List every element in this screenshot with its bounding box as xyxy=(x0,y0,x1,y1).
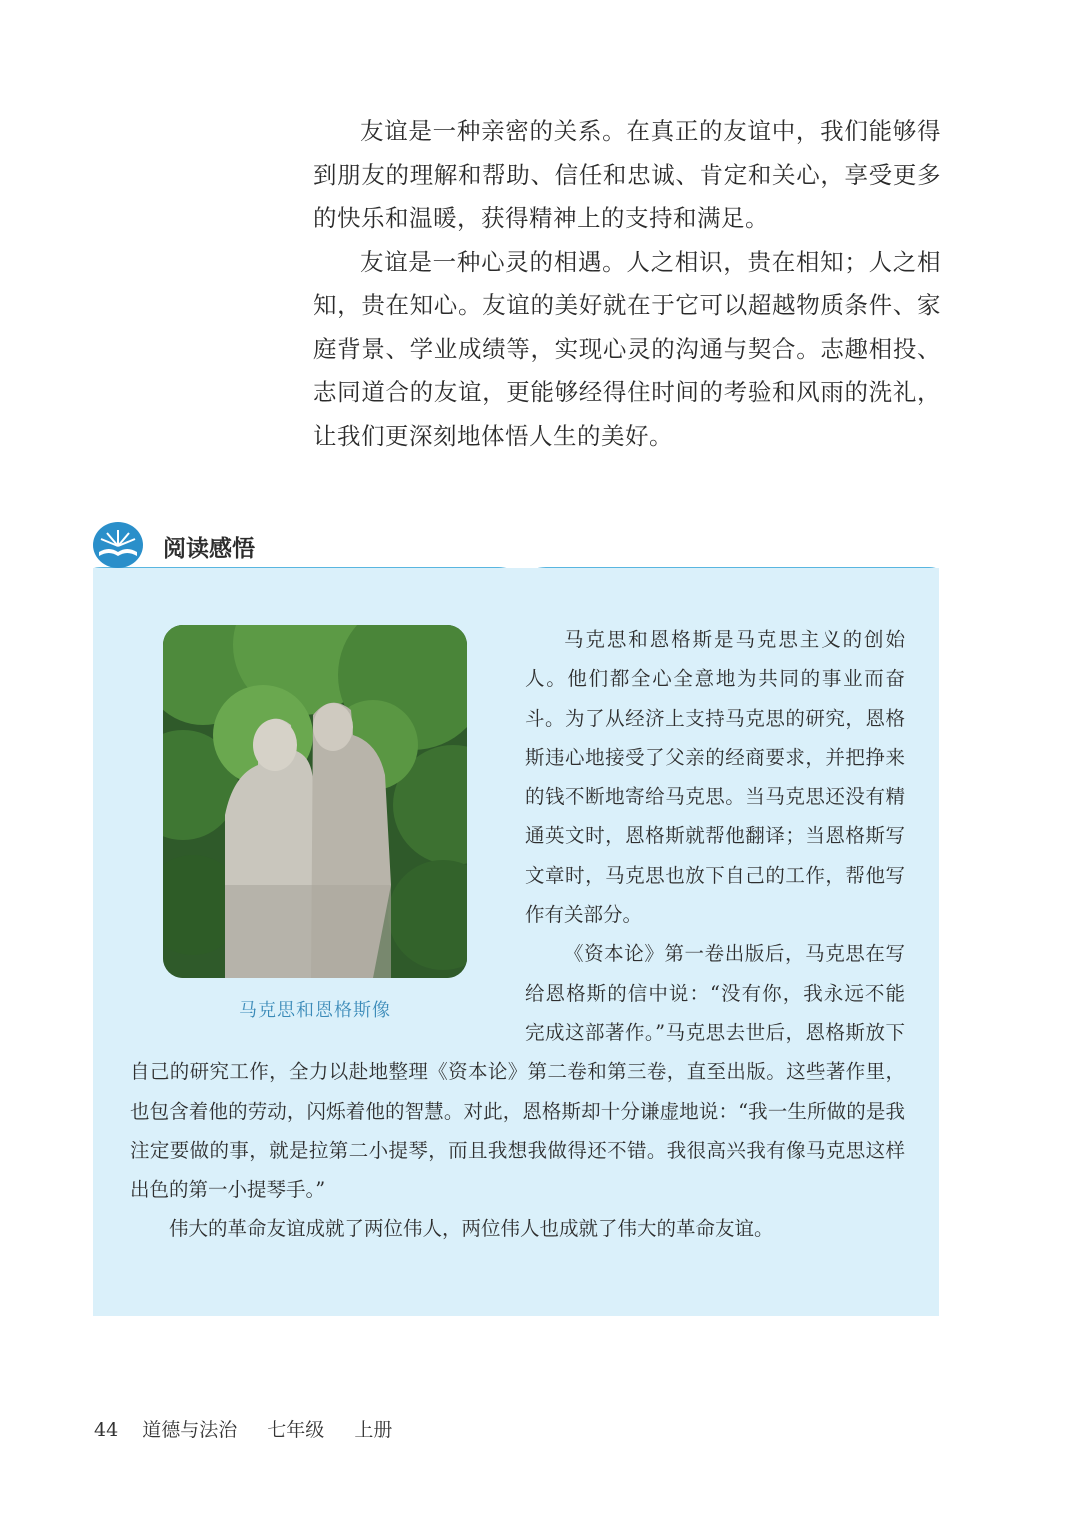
open-book-sunrise-icon xyxy=(93,522,143,568)
paragraph-friendship-intimate: 友谊是一种亲密的关系。在真正的友谊中，我们能够得到朋友的理解和帮助、信任和忠诚、肯定和关心，享受更多的快乐和温暖，获得精神上的支持和满足。 xyxy=(313,117,941,232)
section-title: 阅读感悟 xyxy=(163,536,255,562)
book-title: 道德与法治 xyxy=(142,1419,238,1441)
photo-caption: 马克思和恩格斯像 xyxy=(239,1000,391,1021)
photo-spacer xyxy=(130,620,525,1015)
reading-paragraph-3: 伟大的革命友谊成就了两位伟人，两位伟人也成就了伟大的革命友谊。 xyxy=(169,1217,774,1241)
main-text xyxy=(313,110,941,458)
grade-label: 七年级 xyxy=(267,1419,325,1441)
reading-text xyxy=(130,620,905,1249)
paragraph-friendship-soul: 友谊是一种心灵的相遇。人之相识，贵在相知；人之相知，贵在知心。友谊的美好就在于它可以超越物质条件、家庭背景、学业成绩等，实现心灵的沟通与契合。志趣相投、志同道合的友谊，更能够经得住时间的考验和风雨的洗礼，让我们更深刻地体悟人生的美好。 xyxy=(313,247,941,450)
reading-paragraph-1: 马克思和恩格斯是马克思主义的创始人。他们都全心全意地为共同的事业而奋斗。为了从经济上支持马克思的研究，恩格斯违心地接受了父亲的经商要求，并把挣来的钱不断地寄给马克思。当马克思还没有精通英文时，恩格斯就帮他翻译；当恩格斯写文章时，马克思也放下自己的工作，帮他写作有关部分。 xyxy=(525,628,905,927)
page-number: 44 xyxy=(94,1419,119,1441)
page-footer xyxy=(94,1415,392,1442)
reading-paragraph-2: 《资本论》第一卷出版后，马克思在写给恩格斯的信中说：“没有你，我永远不能完成这部著作。”马克思去世后，恩格斯放下自己的研究工作，全力以赴地整理《资本论》第二卷和第三卷，直至出版。这些著作里，也包含着他的劳动，闪烁着他的智慧。对此，恩格斯却十分谦虚地说：“我一生所做的是我注定要做的事，就是拉第二小提琴，而且我想我做得还不错。我很高兴我有像马克思这样出色的第一小提琴手。” xyxy=(130,942,905,1202)
volume-label: 上册 xyxy=(354,1419,393,1441)
section-header xyxy=(93,520,493,570)
